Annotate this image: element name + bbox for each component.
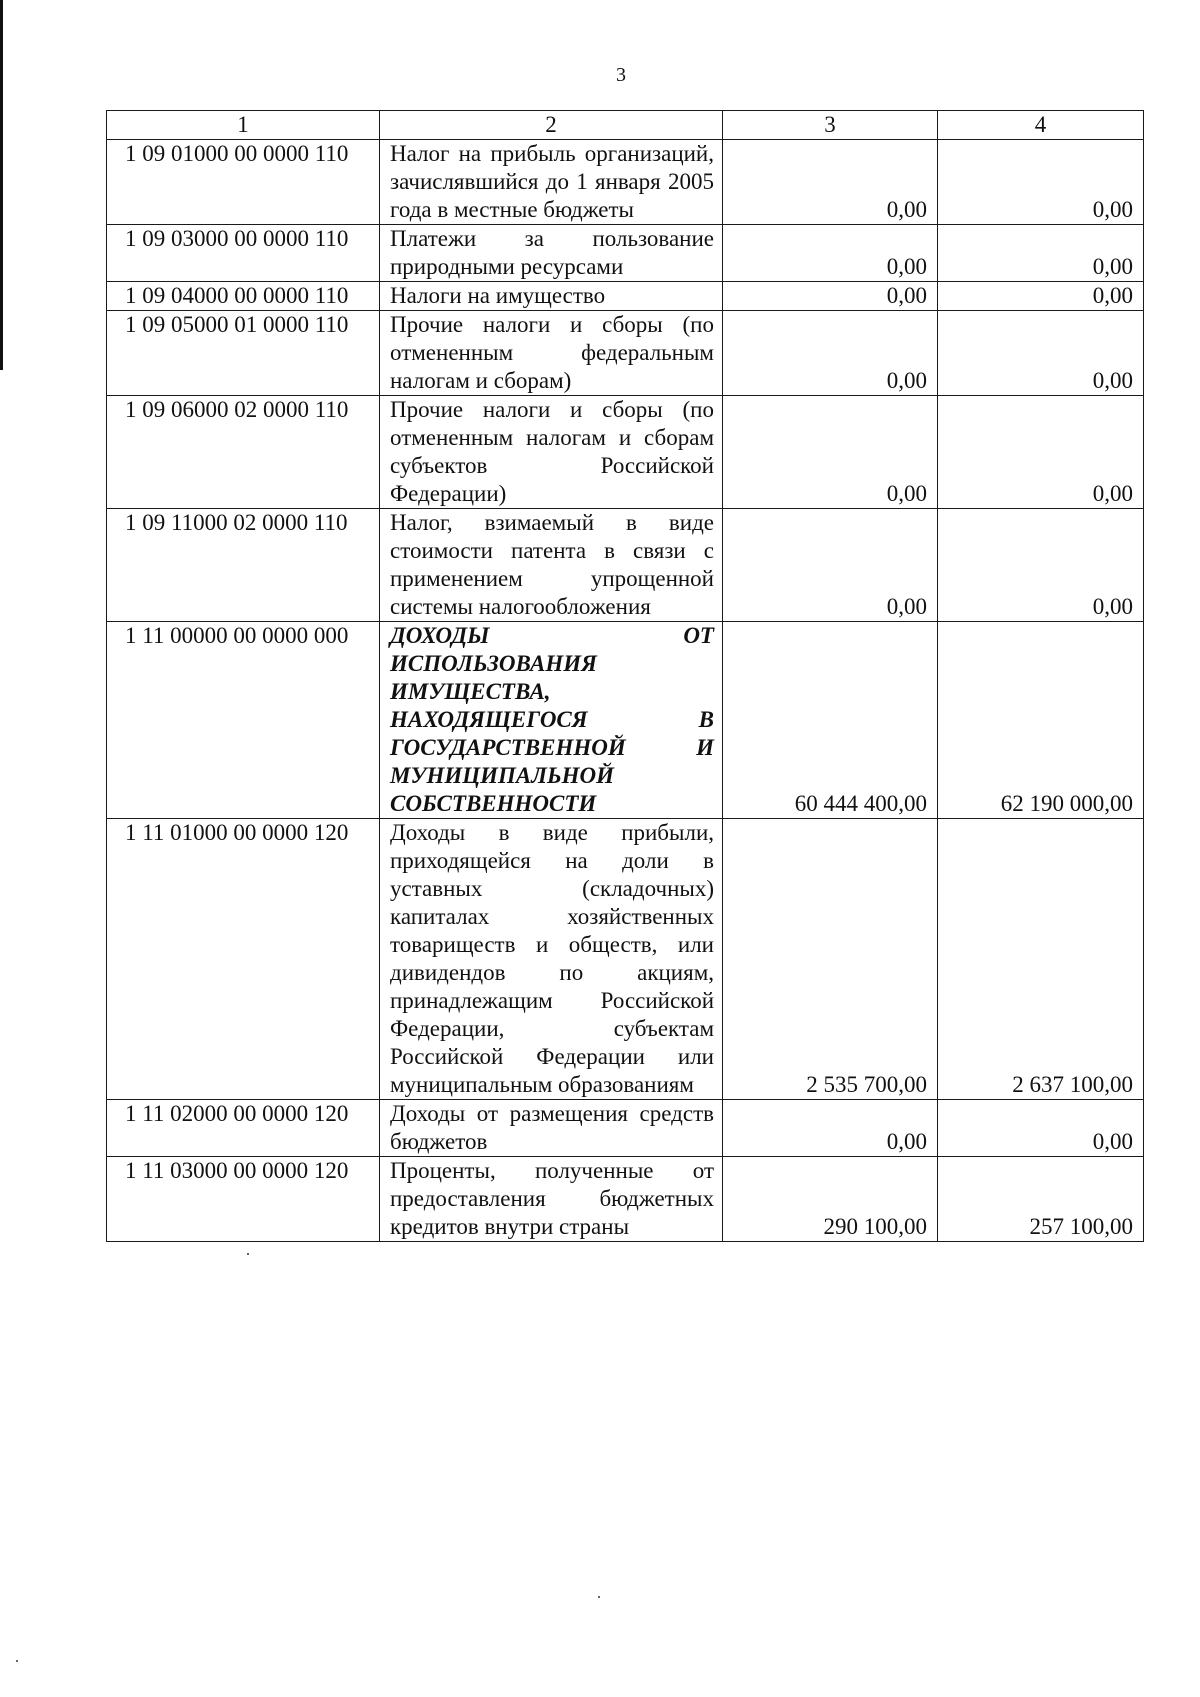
column-header-name: 2 xyxy=(380,111,723,140)
budget-code-cell: 1 09 05000 01 0000 110 xyxy=(107,311,380,396)
budget-code-cell: 1 11 03000 00 0000 120 xyxy=(107,1157,380,1242)
budget-revenue-table xyxy=(106,110,1144,1242)
amount-year-2-cell: 0,00 xyxy=(938,225,1144,282)
budget-code-cell: 1 11 00000 00 0000 000 xyxy=(107,622,380,819)
scan-speck xyxy=(598,1596,600,1598)
amount-year-1-cell: 0,00 xyxy=(723,509,938,622)
revenue-name-cell: Доходы в виде прибыли, приходящейся на доли в уставных (складочных) капиталах хозяйственных товариществ и обществ, или дивидендов по акциям, принадлежащим Российской Федерации, субъектам Российской Федерации или муниципальным образованиям xyxy=(380,819,723,1100)
amount-year-2-cell: 257 100,00 xyxy=(938,1157,1144,1242)
table-row xyxy=(107,396,1144,509)
revenue-name-cell: Налог на прибыль организаций, зачислявшийся до 1 января 2005 года в местные бюджеты xyxy=(380,140,723,225)
table-header-row xyxy=(107,111,1144,140)
budget-code-cell: 1 09 03000 00 0000 110 xyxy=(107,225,380,282)
revenue-name-cell: Платежи за пользование природными ресурсами xyxy=(380,225,723,282)
amount-year-1-cell: 60 444 400,00 xyxy=(723,622,938,819)
amount-year-2-cell: 2 637 100,00 xyxy=(938,819,1144,1100)
budget-code-cell: 1 11 02000 00 0000 120 xyxy=(107,1100,380,1157)
revenue-name-cell: Прочие налоги и сборы (по отмененным налогам и сборам субъектов Российской Федерации) xyxy=(380,396,723,509)
revenue-name-cell: Доходы от размещения средств бюджетов xyxy=(380,1100,723,1157)
page-number: 3 xyxy=(616,64,626,86)
amount-year-2-cell: 0,00 xyxy=(938,282,1144,311)
scan-speck xyxy=(16,1660,18,1662)
table-row xyxy=(107,1157,1144,1242)
revenue-name-cell: Прочие налоги и сборы (по отмененным федеральным налогам и сборам) xyxy=(380,311,723,396)
amount-year-2-cell: 0,00 xyxy=(938,140,1144,225)
amount-year-1-cell: 2 535 700,00 xyxy=(723,819,938,1100)
amount-year-1-cell: 0,00 xyxy=(723,225,938,282)
amount-year-1-cell: 0,00 xyxy=(723,282,938,311)
amount-year-1-cell: 0,00 xyxy=(723,1100,938,1157)
revenue-name-cell: ДОХОДЫ ОТ ИСПОЛЬЗОВАНИЯ ИМУЩЕСТВА, НАХОДЯЩЕГОСЯ В ГОСУДАРСТВЕННОЙ И МУНИЦИПАЛЬНОЙ СОБСТВЕННОСТИ xyxy=(380,622,723,819)
revenue-name-cell: Налоги на имущество xyxy=(380,282,723,311)
scan-speck xyxy=(247,1253,249,1255)
scan-edge-mark xyxy=(0,0,3,370)
amount-year-1-cell: 0,00 xyxy=(723,140,938,225)
amount-year-2-cell: 0,00 xyxy=(938,311,1144,396)
table-row xyxy=(107,1100,1144,1157)
amount-year-2-cell: 0,00 xyxy=(938,509,1144,622)
amount-year-1-cell: 0,00 xyxy=(723,396,938,509)
revenue-name-cell: Проценты, полученные от предоставления бюджетных кредитов внутри страны xyxy=(380,1157,723,1242)
table-row xyxy=(107,140,1144,225)
amount-year-2-cell: 0,00 xyxy=(938,396,1144,509)
amount-year-2-cell: 0,00 xyxy=(938,1100,1144,1157)
amount-year-2-cell: 62 190 000,00 xyxy=(938,622,1144,819)
table-body xyxy=(107,140,1144,1242)
budget-code-cell: 1 09 01000 00 0000 110 xyxy=(107,140,380,225)
revenue-name-cell: Налог, взимаемый в виде стоимости патента в связи с применением упрощенной системы налогообложения xyxy=(380,509,723,622)
budget-code-cell: 1 09 04000 00 0000 110 xyxy=(107,282,380,311)
amount-year-1-cell: 290 100,00 xyxy=(723,1157,938,1242)
table-row xyxy=(107,509,1144,622)
column-header-value-1: 3 xyxy=(723,111,938,140)
column-header-value-2: 4 xyxy=(938,111,1144,140)
table-row xyxy=(107,225,1144,282)
amount-year-1-cell: 0,00 xyxy=(723,311,938,396)
column-header-code: 1 xyxy=(107,111,380,140)
budget-code-cell: 1 11 01000 00 0000 120 xyxy=(107,819,380,1100)
table-row xyxy=(107,311,1144,396)
budget-code-cell: 1 09 06000 02 0000 110 xyxy=(107,396,380,509)
budget-code-cell: 1 09 11000 02 0000 110 xyxy=(107,509,380,622)
table-row xyxy=(107,282,1144,311)
table-row xyxy=(107,622,1144,819)
table-row xyxy=(107,819,1144,1100)
